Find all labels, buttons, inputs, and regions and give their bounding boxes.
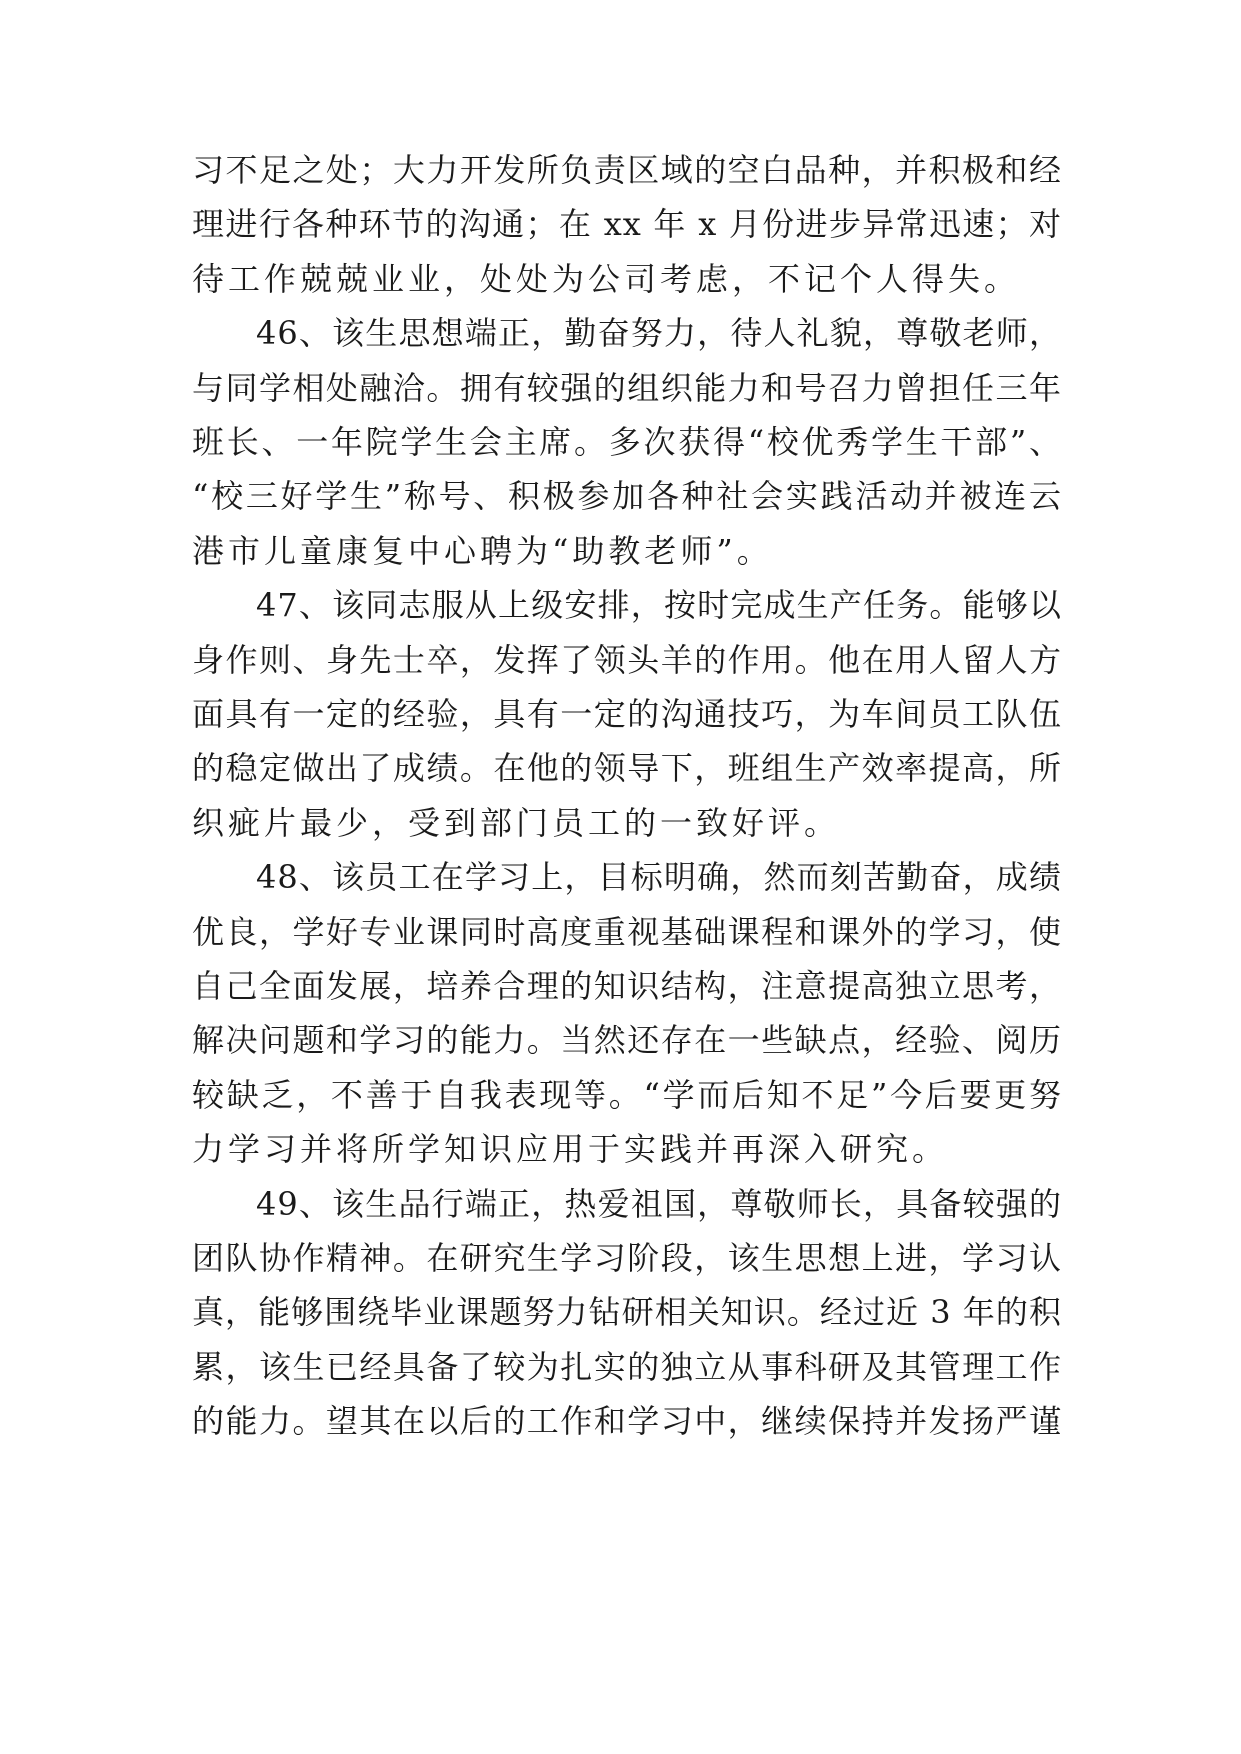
text-line: 解决问题和学习的能力。当然还存在一些缺点，经验、阅历 [192, 1021, 1062, 1059]
text-line: 面具有一定的经验，具有一定的沟通技巧，为车间员工队伍 [192, 695, 1062, 733]
paragraph-first-line: 46、该生思想端正，勤奋努力，待人礼貌，尊敬老师， [256, 314, 1062, 352]
paragraph-first-line: 49、该生品行端正，热爱祖国，尊敬师长，具备较强的 [256, 1185, 1062, 1223]
paragraph-first-line: 48、该员工在学习上，目标明确，然而刻苦勤奋，成绩 [256, 858, 1062, 896]
text-line: 港市儿童康复中心聘为“助教老师”。 [192, 532, 773, 570]
text-line: 较缺乏，不善于自我表现等。“学而后知不足”今后要更努 [192, 1076, 1062, 1114]
text-line: 身作则、身先士卒，发挥了领头羊的作用。他在用人留人方 [192, 641, 1062, 679]
text-line: 习不足之处；大力开发所负责区域的空白品种，并积极和经 [192, 151, 1062, 189]
text-line: 团队协作精神。在研究生学习阶段，该生思想上进，学习认 [192, 1239, 1062, 1277]
text-line: 与同学相处融洽。拥有较强的组织能力和号召力曾担任三年 [192, 369, 1062, 407]
text-line: 累，该生已经具备了较为扎实的独立从事科研及其管理工作 [192, 1348, 1062, 1386]
text-line: 真，能够围绕毕业课题努力钻研相关知识。经过近 3 年的积 [192, 1293, 1062, 1331]
text-line: 织疵片最少，受到部门员工的一致好评。 [192, 804, 841, 842]
text-line: 的稳定做出了成绩。在他的领导下，班组生产效率提高，所 [192, 749, 1062, 787]
text-line: “校三好学生”称号、积极参加各种社会实践活动并被连云 [192, 477, 1062, 515]
text-line: 班长、一年院学生会主席。多次获得“校优秀学生干部”、 [192, 423, 1062, 461]
text-line: 力学习并将所学知识应用于实践并再深入研究。 [192, 1130, 949, 1168]
paragraph-first-line: 47、该同志服从上级安排，按时完成生产任务。能够以 [256, 586, 1062, 624]
text-line: 的能力。望其在以后的工作和学习中，继续保持并发扬严谨 [192, 1402, 1062, 1440]
text-line: 自己全面发展，培养合理的知识结构，注意提高独立思考， [192, 967, 1062, 1005]
text-line: 理进行各种环节的沟通；在 xx 年 x 月份进步异常迅速；对 [192, 205, 1062, 243]
text-line: 待工作兢兢业业，处处为公司考虑，不记个人得失。 [192, 260, 1021, 298]
text-line: 优良，学好专业课同时高度重视基础课程和课外的学习，使 [192, 913, 1062, 951]
